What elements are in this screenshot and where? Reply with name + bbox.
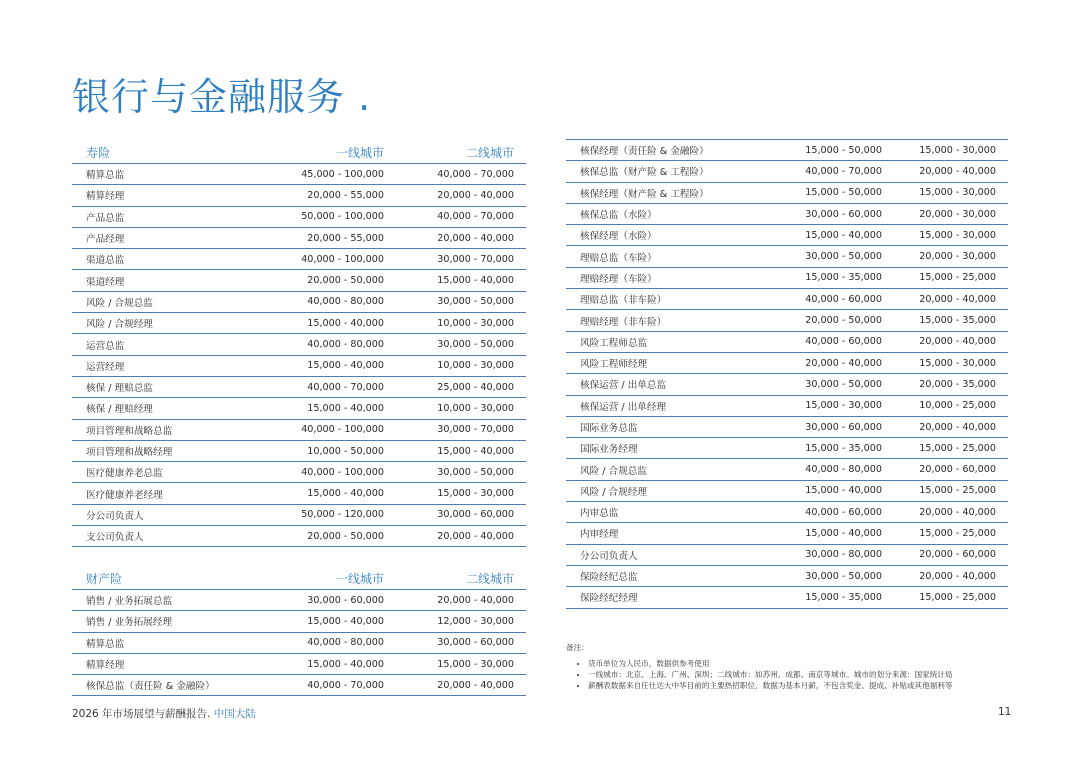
table-row: [566, 523, 1008, 544]
position-cell: 风险工程师总监: [580, 337, 648, 349]
tier2-salary-cell: 30,000 - 70,000: [437, 253, 514, 265]
tier2-salary-cell: 15,000 - 40,000: [437, 445, 514, 457]
tier1-salary-cell: 30,000 - 60,000: [805, 208, 882, 220]
tier1-salary-cell: 30,000 - 80,000: [805, 549, 882, 561]
table-row: [566, 246, 1008, 267]
footer: [72, 706, 256, 721]
tier2-salary-cell: 20,000 - 40,000: [919, 165, 996, 177]
position-cell: 国际业务总监: [580, 423, 638, 434]
table-row: [566, 289, 1008, 310]
position-cell: 核保经理（水险）: [580, 231, 657, 243]
col-tier1-header: 一线城市: [335, 146, 384, 160]
table-row: [72, 462, 526, 483]
table-row: [566, 481, 1008, 502]
table-row: [72, 505, 526, 526]
position-cell: 风险 / 合规经理: [580, 486, 647, 498]
table-row: [566, 353, 1008, 374]
tier2-salary-cell: 15,000 - 25,000: [919, 272, 996, 284]
tier2-salary-cell: 30,000 - 50,000: [437, 339, 514, 351]
tier2-salary-cell: 15,000 - 30,000: [919, 229, 996, 241]
position-cell: 核保总监（责任险 & 金融险）: [86, 681, 215, 693]
table-row: [72, 526, 526, 547]
table-row: [566, 566, 1008, 587]
property-continued-table: [566, 139, 1008, 609]
position-cell: 核保经理（责任险 & 金融险）: [580, 146, 709, 158]
tier1-salary-cell: 15,000 - 50,000: [805, 187, 882, 199]
position-cell: 分公司负责人: [86, 510, 144, 522]
tier1-salary-cell: 40,000 - 60,000: [805, 336, 882, 348]
tier2-salary-cell: 20,000 - 35,000: [919, 378, 996, 390]
position-cell: 精算总监: [86, 170, 125, 182]
position-cell: 风险工程师经理: [580, 359, 648, 371]
position-cell: 风险 / 合规总监: [580, 465, 647, 477]
tier1-salary-cell: 20,000 - 50,000: [805, 315, 882, 327]
tier2-salary-cell: 30,000 - 50,000: [437, 296, 514, 308]
col-tier2-header: 二线城市: [465, 146, 514, 160]
table-header: [72, 142, 526, 164]
tier1-salary-cell: 40,000 - 80,000: [307, 296, 384, 308]
note-item: • 薪酬表数据来自任仕达大中华目前的主要热招职位，数据为基本月薪，不包含奖金、提成、补贴或其他福利等: [588, 681, 1016, 691]
tier2-salary-cell: 40,000 - 70,000: [437, 168, 514, 180]
tier1-salary-cell: 40,000 - 60,000: [805, 293, 882, 305]
table-body: [72, 164, 526, 547]
table-row: [566, 268, 1008, 289]
tier2-salary-cell: 20,000 - 60,000: [919, 549, 996, 561]
position-cell: 项目管理和战略总监: [86, 425, 173, 437]
tier1-salary-cell: 15,000 - 40,000: [805, 527, 882, 539]
footer-text: 2026 年市场展望与薪酬报告.: [72, 708, 211, 720]
table-row: [72, 483, 526, 504]
tier1-salary-cell: 15,000 - 50,000: [805, 144, 882, 156]
tier1-salary-cell: 30,000 - 60,000: [805, 421, 882, 433]
tier2-salary-cell: 20,000 - 30,000: [919, 208, 996, 220]
tier1-salary-cell: 30,000 - 50,000: [805, 251, 882, 263]
position-cell: 医疗健康养老总监: [86, 468, 163, 480]
table-row: [72, 228, 526, 249]
position-cell: 医疗健康养老经理: [86, 489, 163, 501]
position-cell: 理赔经理（非车险）: [580, 316, 667, 328]
tier1-salary-cell: 50,000 - 100,000: [301, 211, 384, 223]
tier1-salary-cell: 40,000 - 70,000: [307, 381, 384, 393]
tier2-salary-cell: 15,000 - 25,000: [919, 485, 996, 497]
table-row: [566, 310, 1008, 331]
property-insurance-table: [72, 568, 526, 696]
col-tier1-header: 一线城市: [335, 572, 384, 586]
tier1-salary-cell: 20,000 - 50,000: [307, 275, 384, 287]
position-cell: 运营总监: [86, 340, 125, 352]
tier1-salary-cell: 30,000 - 60,000: [307, 594, 384, 606]
table-row: [566, 417, 1008, 438]
tier1-salary-cell: 15,000 - 40,000: [307, 615, 384, 627]
tier2-salary-cell: 15,000 - 25,000: [919, 442, 996, 454]
tier2-salary-cell: 10,000 - 30,000: [437, 360, 514, 372]
tier2-salary-cell: 20,000 - 30,000: [919, 251, 996, 263]
position-cell: 核保总监（财产险 & 工程险）: [580, 167, 709, 179]
footer-region: 中国大陆: [210, 708, 256, 720]
table-row: [566, 459, 1008, 480]
tier2-salary-cell: 15,000 - 30,000: [919, 187, 996, 199]
tier1-salary-cell: 40,000 - 100,000: [301, 424, 384, 436]
position-cell: 销售 / 业务拓展经理: [86, 617, 173, 629]
table-row: [72, 441, 526, 462]
table-row: [72, 675, 526, 696]
table-row: [566, 545, 1008, 566]
tier2-salary-cell: 20,000 - 40,000: [437, 594, 514, 606]
position-cell: 风险 / 合规经理: [86, 319, 153, 331]
position-cell: 核保经理（财产险 & 工程险）: [580, 188, 709, 200]
position-cell: 内审经理: [580, 529, 619, 541]
table-row: [566, 374, 1008, 395]
position-cell: 产品经理: [86, 234, 125, 246]
tier2-salary-cell: 20,000 - 40,000: [919, 506, 996, 518]
tier1-salary-cell: 15,000 - 40,000: [307, 488, 384, 500]
section-heading: 寿险: [86, 146, 111, 160]
tier2-salary-cell: 10,000 - 30,000: [437, 317, 514, 329]
notes: [566, 642, 1016, 692]
table-row: [72, 590, 526, 611]
tier2-salary-cell: 20,000 - 60,000: [919, 464, 996, 476]
tier1-salary-cell: 15,000 - 35,000: [805, 442, 882, 454]
section-heading: 财产险: [86, 572, 123, 586]
tier2-salary-cell: 30,000 - 70,000: [437, 424, 514, 436]
tier1-salary-cell: 15,000 - 40,000: [307, 402, 384, 414]
tier2-salary-cell: 10,000 - 25,000: [919, 400, 996, 412]
tier2-salary-cell: 10,000 - 30,000: [437, 402, 514, 414]
table-row: [566, 502, 1008, 523]
tier1-salary-cell: 40,000 - 100,000: [301, 253, 384, 265]
table-row: [566, 183, 1008, 204]
tier2-salary-cell: 12,000 - 30,000: [437, 615, 514, 627]
tier2-salary-cell: 15,000 - 25,000: [919, 527, 996, 539]
col-tier2-header: 二线城市: [465, 572, 514, 586]
tier1-salary-cell: 15,000 - 40,000: [805, 485, 882, 497]
tier1-salary-cell: 15,000 - 35,000: [805, 272, 882, 284]
tier2-salary-cell: 25,000 - 40,000: [437, 381, 514, 393]
tier1-salary-cell: 40,000 - 70,000: [805, 165, 882, 177]
position-cell: 理赔总监（非车险）: [580, 295, 667, 307]
tier1-salary-cell: 20,000 - 40,000: [805, 357, 882, 369]
tier1-salary-cell: 15,000 - 40,000: [307, 658, 384, 670]
table-row: [566, 332, 1008, 353]
page-title: 银行与金融服务 .: [72, 75, 372, 119]
position-cell: 核保运营 / 出单总监: [580, 380, 667, 392]
tier2-salary-cell: 20,000 - 40,000: [437, 679, 514, 691]
tier1-salary-cell: 15,000 - 40,000: [307, 317, 384, 329]
table-row: [72, 633, 526, 654]
table-row: [566, 396, 1008, 417]
tier1-salary-cell: 15,000 - 30,000: [805, 400, 882, 412]
table-row: [566, 161, 1008, 182]
position-cell: 内审总监: [580, 508, 619, 520]
position-cell: 支公司负责人: [86, 532, 144, 544]
table-row: [72, 249, 526, 270]
tier1-salary-cell: 15,000 - 35,000: [805, 591, 882, 603]
tier2-salary-cell: 30,000 - 50,000: [437, 466, 514, 478]
position-cell: 风险 / 合规总监: [86, 297, 153, 309]
tier1-salary-cell: 30,000 - 50,000: [805, 378, 882, 390]
table-header: [72, 568, 526, 590]
table-body: [72, 590, 526, 696]
table-row: [566, 587, 1008, 608]
table-row: [566, 225, 1008, 246]
tier1-salary-cell: 40,000 - 80,000: [805, 464, 882, 476]
tier2-salary-cell: 20,000 - 40,000: [919, 570, 996, 582]
note-item: • 货币单位为人民币，数据供参考使用: [588, 659, 1016, 669]
position-cell: 核保 / 理赔经理: [86, 404, 153, 416]
position-cell: 渠道经理: [86, 276, 125, 288]
position-cell: 国际业务经理: [580, 444, 638, 456]
position-cell: 销售 / 业务拓展总监: [86, 596, 173, 608]
tier2-salary-cell: 15,000 - 30,000: [919, 357, 996, 369]
position-cell: 理赔经理（车险）: [580, 273, 657, 285]
tier1-salary-cell: 40,000 - 70,000: [307, 679, 384, 691]
table-row: [72, 313, 526, 334]
position-cell: 核保运营 / 出单经理: [580, 401, 667, 413]
tier1-salary-cell: 40,000 - 80,000: [307, 339, 384, 351]
position-cell: 运营经理: [86, 361, 125, 373]
table-row: [72, 356, 526, 377]
tier2-salary-cell: 20,000 - 40,000: [437, 189, 514, 201]
tier1-salary-cell: 40,000 - 100,000: [301, 466, 384, 478]
position-cell: 精算经理: [86, 191, 125, 203]
table-row: [566, 140, 1008, 161]
tier1-salary-cell: 20,000 - 55,000: [307, 232, 384, 244]
notes-title: 备注：: [566, 643, 589, 652]
tier2-salary-cell: 40,000 - 70,000: [437, 211, 514, 223]
table-row: [72, 377, 526, 398]
tier1-salary-cell: 15,000 - 40,000: [805, 229, 882, 241]
position-cell: 精算总监: [86, 638, 125, 650]
tier1-salary-cell: 30,000 - 50,000: [805, 570, 882, 582]
tier1-salary-cell: 20,000 - 55,000: [307, 189, 384, 201]
note-item: • 一线城市：北京、上海、广州、深圳；二线城市：如苏州、成都、南京等城市。城市的划分来源：国家统计局: [588, 670, 1016, 680]
table-row: [72, 654, 526, 675]
table-row: [566, 438, 1008, 459]
tier1-salary-cell: 40,000 - 60,000: [805, 506, 882, 518]
notes-list: [566, 659, 1016, 691]
table-row: [72, 398, 526, 419]
tier1-salary-cell: 20,000 - 50,000: [307, 530, 384, 542]
tier2-salary-cell: 20,000 - 40,000: [437, 232, 514, 244]
table-row: [566, 204, 1008, 225]
position-cell: 核保 / 理赔总监: [86, 383, 153, 395]
table-row: [72, 611, 526, 632]
tier2-salary-cell: 15,000 - 30,000: [919, 144, 996, 156]
position-cell: 渠道总监: [86, 255, 125, 267]
position-cell: 分公司负责人: [580, 550, 638, 562]
tier2-salary-cell: 20,000 - 40,000: [919, 336, 996, 348]
tier2-salary-cell: 20,000 - 40,000: [919, 421, 996, 433]
table-row: [72, 420, 526, 441]
tier2-salary-cell: 20,000 - 40,000: [437, 530, 514, 542]
tier2-salary-cell: 15,000 - 30,000: [437, 488, 514, 500]
position-cell: 理赔总监（车险）: [580, 252, 657, 264]
tier1-salary-cell: 15,000 - 40,000: [307, 360, 384, 372]
tier2-salary-cell: 15,000 - 40,000: [437, 275, 514, 287]
position-cell: 核保总监（水险）: [580, 210, 657, 222]
table-row: [72, 270, 526, 291]
table-row: [72, 164, 526, 185]
position-cell: 产品总监: [86, 212, 125, 224]
position-cell: 保险经纪经理: [580, 593, 638, 605]
tier2-salary-cell: 30,000 - 60,000: [437, 637, 514, 649]
tier1-salary-cell: 40,000 - 80,000: [307, 637, 384, 649]
tier2-salary-cell: 15,000 - 35,000: [919, 315, 996, 327]
table-body: [566, 140, 1008, 609]
table-row: [72, 207, 526, 228]
table-row: [72, 334, 526, 355]
position-cell: 项目管理和战略经理: [86, 447, 173, 458]
tier1-salary-cell: 10,000 - 50,000: [307, 445, 384, 457]
tier1-salary-cell: 45,000 - 100,000: [301, 168, 384, 180]
page-number: 11: [998, 706, 1012, 718]
life-insurance-table: [72, 142, 526, 547]
table-row: [72, 292, 526, 313]
tier1-salary-cell: 50,000 - 120,000: [301, 509, 384, 521]
tier2-salary-cell: 15,000 - 25,000: [919, 591, 996, 603]
position-cell: 保险经纪总监: [580, 572, 638, 584]
tier2-salary-cell: 15,000 - 30,000: [437, 658, 514, 670]
position-cell: 精算经理: [86, 660, 125, 672]
tier2-salary-cell: 20,000 - 40,000: [919, 293, 996, 305]
table-row: [72, 185, 526, 206]
tier2-salary-cell: 30,000 - 60,000: [437, 509, 514, 521]
